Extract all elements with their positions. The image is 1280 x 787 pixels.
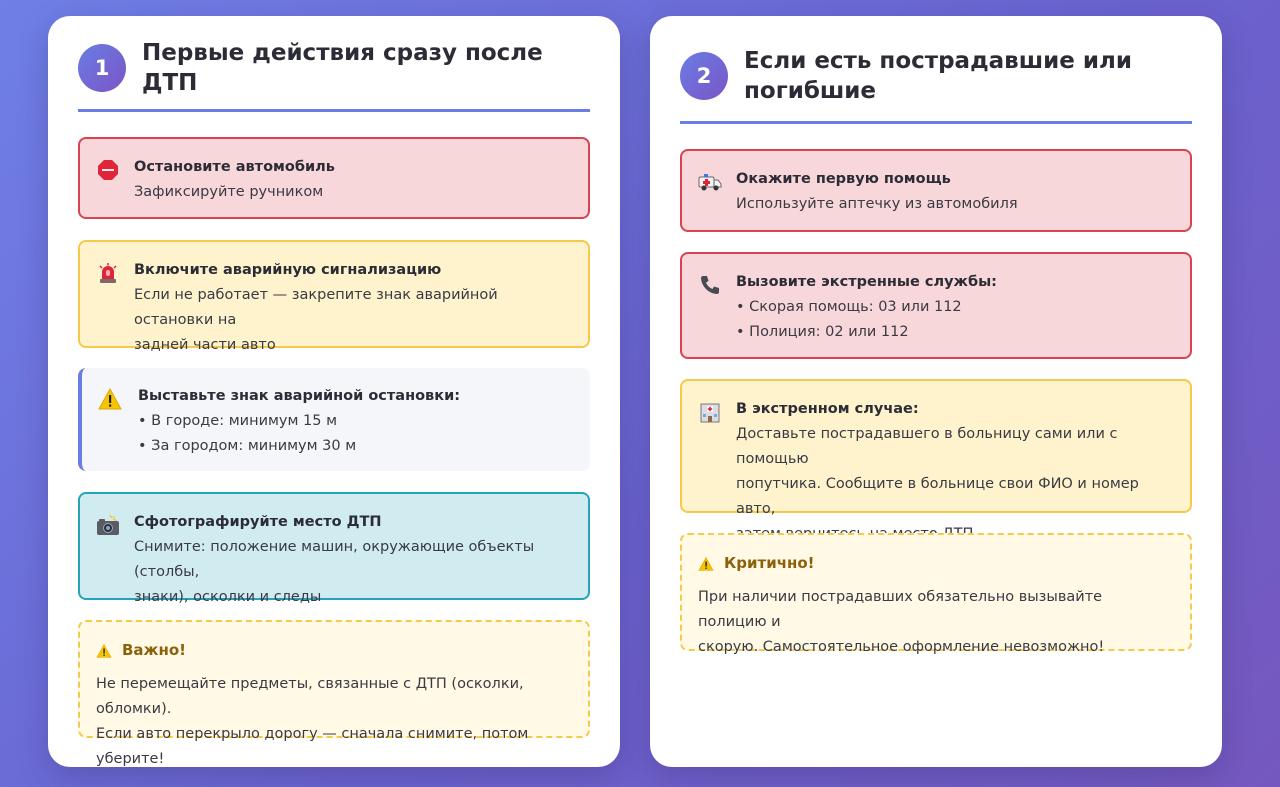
warning-title: Важно! — [122, 641, 186, 659]
card-title: Включите аварийную сигнализацию — [134, 262, 442, 278]
card-text-line: задней части авто — [134, 337, 276, 353]
card-list-item: • В городе: минимум 15 м — [138, 413, 338, 429]
card-text-line: знаки), осколки и следы — [134, 589, 322, 605]
warning-text-line: Не перемещайте предметы, связанные с ДТП (осколки, обломки). — [96, 676, 524, 717]
important-note-box — [78, 620, 590, 767]
panel-title: Первые действия сразу после ДТП — [142, 39, 543, 96]
card-first-aid — [680, 149, 1192, 232]
card-text: Зафиксируйте ручником — [134, 184, 324, 200]
card-text: Используйте аптечку из автомобиля — [736, 196, 1018, 212]
siren-light-icon — [96, 261, 120, 285]
card-emergency-services — [680, 252, 1192, 359]
warning-triangle-icon — [96, 644, 112, 658]
card-text-line: Доставьте пострадавшего в больницу сами или с помощью — [736, 426, 1118, 467]
panel-title-line: погибшие — [744, 77, 877, 104]
warning-triangle-icon — [698, 557, 714, 571]
panel-header — [78, 16, 590, 112]
card-text-line: попутчика. Сообщите в больнице свои ФИО и номер авто, — [736, 476, 1139, 517]
panel-title — [744, 46, 1132, 106]
card-stop-car — [78, 137, 590, 219]
card-list-item: • За городом: минимум 30 м — [138, 438, 357, 454]
warning-text-line: скорую. Самостоятельное оформление невозможно! — [698, 639, 1105, 655]
step-number-badge: 1 — [78, 44, 126, 92]
phone-icon — [698, 273, 722, 297]
card-warning-sign — [78, 368, 590, 471]
warning-triangle-icon — [98, 387, 122, 411]
panel-header — [680, 16, 1192, 124]
panel-injured — [650, 16, 1222, 767]
warning-title: Критично! — [724, 554, 815, 572]
card-emergency-case — [680, 379, 1192, 517]
hospital-icon — [698, 400, 722, 424]
card-title: Сфотографируйте место ДТП — [134, 514, 382, 530]
card-title: В экстренном случае: — [736, 401, 919, 417]
card-title: Остановите автомобиль — [134, 159, 335, 175]
card-text-line: Если не работает — закрепите знак аварийной остановки на — [134, 287, 498, 328]
card-title: Выставьте знак аварийной остановки: — [138, 388, 461, 404]
stop-sign-icon — [96, 158, 120, 182]
card-list-item: • Полиция: 02 или 112 — [736, 324, 909, 340]
panel-first-actions — [48, 16, 620, 767]
card-title: Вызовите экстренные службы: — [736, 274, 997, 290]
panel-title-line: Если есть пострадавшие или — [744, 47, 1132, 74]
card-hazard-lights — [78, 240, 590, 353]
card-title: Окажите первую помощь — [736, 171, 951, 187]
step-number-badge: 2 — [680, 52, 728, 100]
card-text-line: Снимите: положение машин, окружающие объекты (столбы, — [134, 539, 535, 580]
warning-text-line: При наличии пострадавших обязательно вызывайте полицию и — [698, 589, 1103, 630]
card-photograph — [78, 492, 590, 605]
critical-note-box — [680, 533, 1192, 655]
warning-header — [698, 551, 1174, 576]
ambulance-icon — [698, 170, 722, 194]
camera-flash-icon — [96, 513, 120, 537]
warning-text-line: Если авто перекрыло дорогу — сначала снимите, потом уберите! — [96, 726, 529, 767]
warning-header — [96, 638, 572, 663]
card-list-item: • Скорая помощь: 03 или 112 — [736, 299, 962, 315]
